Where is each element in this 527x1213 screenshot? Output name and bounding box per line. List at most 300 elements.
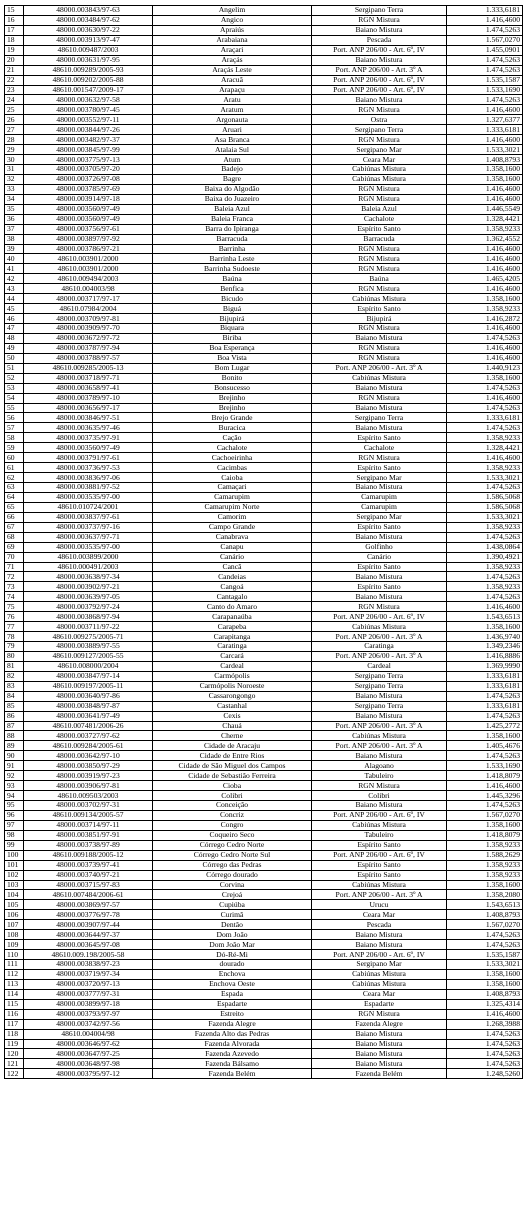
price-value-cell: 1.455,0901 [447, 45, 523, 55]
field-name-cell: Cidade de Entre Rios [153, 751, 312, 761]
table-row [5, 1019, 523, 1029]
table-row [5, 373, 523, 383]
process-number-cell: 48000.003658/97-41 [24, 383, 153, 393]
price-value-cell: 1.358,9233 [447, 562, 523, 572]
field-name-cell: Carapeba [153, 622, 312, 632]
row-number: 21 [5, 65, 24, 75]
crude-class-cell: Port. ANP 206/00 - Art. 6º, IV [312, 45, 447, 55]
crude-class-cell: Sergipano Mar [312, 473, 447, 483]
table-row [5, 840, 523, 850]
price-value-cell: 1.408,8793 [447, 910, 523, 920]
field-name-cell: Bom Lugar [153, 363, 312, 373]
row-number: 118 [5, 1029, 24, 1039]
crude-class-cell: Baiano Mistura [312, 592, 447, 602]
crude-class-cell: Port. ANP 206/00 - Art. 3º A [312, 651, 447, 661]
row-number: 116 [5, 1009, 24, 1019]
crude-class-cell: Baiano Mistura [312, 1029, 447, 1039]
price-value-cell: 1.474,5263 [447, 532, 523, 542]
process-number-cell: 48000.003793/97-97 [24, 1009, 153, 1019]
row-number: 93 [5, 781, 24, 791]
field-name-cell: Cassarongongo [153, 691, 312, 701]
crude-class-cell: Baiano Mistura [312, 532, 447, 542]
price-value-cell: 1.358,9233 [447, 433, 523, 443]
field-name-cell: Araçari [153, 45, 312, 55]
table-row [5, 691, 523, 701]
process-number-cell: 48000.003648/97-98 [24, 1059, 153, 1069]
process-number-cell: 48000.003786/97-21 [24, 244, 153, 254]
table-row [5, 264, 523, 274]
row-number: 37 [5, 224, 24, 234]
field-name-cell: Aracuã [153, 75, 312, 85]
price-value-cell: 1.408,8793 [447, 155, 523, 165]
table-row [5, 284, 523, 294]
row-number: 70 [5, 552, 24, 562]
field-name-cell: Barrinha Sudoeste [153, 264, 312, 274]
price-value-cell: 1.416,4600 [447, 135, 523, 145]
field-name-cell: Dom João [153, 930, 312, 940]
price-value-cell: 1.533,1690 [447, 85, 523, 95]
row-number: 31 [5, 165, 24, 175]
row-number: 26 [5, 115, 24, 125]
table-row [5, 651, 523, 661]
price-value-cell: 1.474,5263 [447, 333, 523, 343]
process-number-cell: 48000.003711/97-22 [24, 622, 153, 632]
process-number-cell: 48000.003702/97-31 [24, 801, 153, 811]
row-number: 73 [5, 582, 24, 592]
price-value-cell: 1.567,0270 [447, 35, 523, 45]
crude-class-cell: RGN Mistura [312, 393, 447, 403]
row-number: 34 [5, 194, 24, 204]
process-number-cell: 48000.003720/97-13 [24, 979, 153, 989]
process-number-cell: 48610.009197/2005-11 [24, 681, 153, 691]
row-number: 90 [5, 751, 24, 761]
process-number-cell: 48000.003714/97-11 [24, 820, 153, 830]
price-value-cell: 1.416,2872 [447, 314, 523, 324]
row-number: 48 [5, 333, 24, 343]
price-value-cell: 1.474,5263 [447, 572, 523, 582]
row-number: 72 [5, 572, 24, 582]
price-value-cell: 1.369,9990 [447, 661, 523, 671]
field-name-cell: Córrego Cedro Norte [153, 840, 312, 850]
field-name-cell: Canapu [153, 542, 312, 552]
table-row [5, 343, 523, 353]
row-number: 79 [5, 642, 24, 652]
table-row [5, 940, 523, 950]
field-name-cell: Curimã [153, 910, 312, 920]
crude-class-cell: Fazenda Belém [312, 1069, 447, 1079]
crude-class-cell: Baiano Mistura [312, 403, 447, 413]
crude-class-cell: Bijupirá [312, 314, 447, 324]
price-value-cell: 1.358,9233 [447, 304, 523, 314]
process-number-cell: 48000.003718/97-71 [24, 373, 153, 383]
crude-class-cell: Baiano Mistura [312, 55, 447, 65]
price-value-cell: 1.436,9740 [447, 632, 523, 642]
process-number-cell: 48000.003560/97-49 [24, 204, 153, 214]
table-row [5, 403, 523, 413]
process-number-cell: 48610.009285/2005-13 [24, 363, 153, 373]
field-name-cell: Boa Vista [153, 353, 312, 363]
table-row [5, 771, 523, 781]
table-row [5, 801, 523, 811]
field-name-cell: Caratinga [153, 642, 312, 652]
field-name-cell: Cidade de Sebastião Ferreira [153, 771, 312, 781]
process-number-cell: 48000.003789/97-10 [24, 393, 153, 403]
price-value-cell: 1.567,0270 [447, 920, 523, 930]
field-name-cell: Córrego das Pedras [153, 860, 312, 870]
price-value-cell: 1.405,4676 [447, 741, 523, 751]
process-number-cell: 48000.003843/97-63 [24, 6, 153, 16]
crude-class-cell: Port. ANP 206/00 - Art. 6º, IV [312, 850, 447, 860]
crude-class-cell: Sergipano Terra [312, 413, 447, 423]
crude-class-cell: Port. ANP 206/00 - Art. 3º A [312, 363, 447, 373]
field-name-cell: Cupiúba [153, 900, 312, 910]
row-number: 46 [5, 314, 24, 324]
process-number-cell: 48610.008000/2004 [24, 661, 153, 671]
table-row [5, 393, 523, 403]
crude-class-cell: RGN Mistura [312, 453, 447, 463]
row-number: 66 [5, 512, 24, 522]
price-value-cell: 1.268,3988 [447, 1019, 523, 1029]
crude-class-cell: Sergipano Mar [312, 960, 447, 970]
table-row [5, 950, 523, 960]
process-number-cell: 48000.003777/97-31 [24, 989, 153, 999]
field-name-cell: Atalaia Sul [153, 145, 312, 155]
field-name-cell: Corvina [153, 880, 312, 890]
field-name-cell: Estreito [153, 1009, 312, 1019]
process-number-cell: 48000.003838/97-23 [24, 960, 153, 970]
table-row [5, 552, 523, 562]
crude-class-cell: Espírito Santo [312, 840, 447, 850]
table-row [5, 383, 523, 393]
price-value-cell: 1.416,4600 [447, 105, 523, 115]
row-number: 41 [5, 264, 24, 274]
crude-class-cell: RGN Mistura [312, 254, 447, 264]
row-number: 91 [5, 761, 24, 771]
process-number-cell: 48610.009503/2003 [24, 791, 153, 801]
process-number-cell: 48000.003899/97-18 [24, 999, 153, 1009]
price-value-cell: 1.358,1600 [447, 373, 523, 383]
crude-class-cell: Baiano Mistura [312, 572, 447, 582]
process-number-cell: 48610.009.198/2005-58 [24, 950, 153, 960]
crude-class-cell: Baiano Mistura [312, 25, 447, 35]
field-name-cell: Angelim [153, 6, 312, 16]
table-row [5, 512, 523, 522]
field-name-cell: Cacimbas [153, 463, 312, 473]
table-row [5, 572, 523, 582]
field-name-cell: Aratum [153, 105, 312, 115]
table-row [5, 602, 523, 612]
crude-class-cell: Baiano Mistura [312, 1059, 447, 1069]
table-row [5, 184, 523, 194]
crude-class-cell: Cabiúnas Mistura [312, 373, 447, 383]
process-number-cell: 48000.003727/97-62 [24, 731, 153, 741]
row-number: 99 [5, 840, 24, 850]
price-value-cell: 1.425,2772 [447, 721, 523, 731]
table-row [5, 274, 523, 284]
price-value-cell: 1.474,5263 [447, 55, 523, 65]
crude-class-cell: Sergipano Terra [312, 6, 447, 16]
table-row [5, 333, 523, 343]
process-number-cell: 48000.003719/97-34 [24, 969, 153, 979]
crude-class-cell: Alagoano [312, 761, 447, 771]
crude-class-cell: RGN Mistura [312, 264, 447, 274]
field-name-cell: Cioba [153, 781, 312, 791]
table-row [5, 65, 523, 75]
process-number-cell: 48000.003635/97-46 [24, 423, 153, 433]
price-value-cell: 1.474,5263 [447, 383, 523, 393]
crude-class-cell: Cardeal [312, 661, 447, 671]
process-number-cell: 48610.009487/2003 [24, 45, 153, 55]
field-name-cell: Bijupirá [153, 314, 312, 324]
field-name-cell: Canabrava [153, 532, 312, 542]
table-row [5, 741, 523, 751]
row-number: 56 [5, 413, 24, 423]
crude-class-cell: Baiano Mistura [312, 95, 447, 105]
field-name-cell: Bonito [153, 373, 312, 383]
row-number: 119 [5, 1039, 24, 1049]
crude-class-cell: Pescada [312, 35, 447, 45]
row-number: 122 [5, 1069, 24, 1079]
price-value-cell: 1.438,0864 [447, 542, 523, 552]
table-row [5, 314, 523, 324]
table-row [5, 890, 523, 900]
process-number-cell: 48610.009202/2005-88 [24, 75, 153, 85]
table-row [5, 781, 523, 791]
price-value-cell: 1.474,5263 [447, 95, 523, 105]
row-number: 76 [5, 612, 24, 622]
table-row [5, 711, 523, 721]
row-number: 80 [5, 651, 24, 661]
field-name-cell: Baixa do Juazeiro [153, 194, 312, 204]
price-value-cell: 1.586,5068 [447, 492, 523, 502]
process-number-cell: 48000.003560/97-49 [24, 443, 153, 453]
oil-field-price-table [4, 5, 523, 1079]
crude-class-cell: Sergipano Terra [312, 125, 447, 135]
table-row [5, 214, 523, 224]
crude-class-cell: RGN Mistura [312, 284, 447, 294]
crude-class-cell: RGN Mistura [312, 324, 447, 334]
crude-class-cell: Port. ANP 206/00 - Art. 6º, IV [312, 810, 447, 820]
field-name-cell: Bicudo [153, 294, 312, 304]
crude-class-cell: Baiano Mistura [312, 1039, 447, 1049]
price-value-cell: 1.390,4921 [447, 552, 523, 562]
row-number: 113 [5, 979, 24, 989]
field-name-cell: Araçás [153, 55, 312, 65]
row-number: 98 [5, 830, 24, 840]
crude-class-cell: Cabiúnas Mistura [312, 880, 447, 890]
crude-class-cell: Sergipano Terra [312, 681, 447, 691]
row-number: 115 [5, 999, 24, 1009]
row-number: 65 [5, 502, 24, 512]
process-number-cell: 48000.003552/97-11 [24, 115, 153, 125]
row-number: 114 [5, 989, 24, 999]
price-value-cell: 1.333,6181 [447, 6, 523, 16]
process-number-cell: 48000.003845/97-99 [24, 145, 153, 155]
row-number: 87 [5, 721, 24, 731]
field-name-cell: Cancã [153, 562, 312, 572]
process-number-cell: 48000.003739/97-41 [24, 860, 153, 870]
process-number-cell: 48610.007484/2006-61 [24, 890, 153, 900]
price-value-cell: 1.416,4600 [447, 184, 523, 194]
row-number: 84 [5, 691, 24, 701]
price-value-cell: 1.474,5263 [447, 801, 523, 811]
process-number-cell: 48000.003909/97-70 [24, 324, 153, 334]
price-value-cell: 1.445,3296 [447, 791, 523, 801]
price-value-cell: 1.474,5263 [447, 423, 523, 433]
price-value-cell: 1.474,5263 [447, 1059, 523, 1069]
crude-class-cell: Cabiúnas Mistura [312, 969, 447, 979]
row-number: 68 [5, 532, 24, 542]
price-value-cell: 1.474,5263 [447, 1029, 523, 1039]
price-value-cell: 1.333,6181 [447, 125, 523, 135]
price-value-cell: 1.358,2080 [447, 890, 523, 900]
crude-class-cell: Baiano Mistura [312, 711, 447, 721]
process-number-cell: 48000.003850/97-29 [24, 761, 153, 771]
table-row [5, 820, 523, 830]
field-name-cell: Carapitanga [153, 632, 312, 642]
crude-class-cell: Sergipano Mar [312, 145, 447, 155]
field-name-cell: Cachoeirinha [153, 453, 312, 463]
field-name-cell: Fazenda Belém [153, 1069, 312, 1079]
field-name-cell: Cantagalo [153, 592, 312, 602]
process-number-cell: 48000.003848/97-87 [24, 701, 153, 711]
table-row [5, 920, 523, 930]
price-value-cell: 1.416,4600 [447, 343, 523, 353]
field-name-cell: Cangoá [153, 582, 312, 592]
process-number-cell: 48000.003709/97-81 [24, 314, 153, 324]
price-value-cell: 1.533,3021 [447, 145, 523, 155]
process-number-cell: 48000.003792/97-24 [24, 602, 153, 612]
price-value-cell: 1.416,8886 [447, 651, 523, 661]
field-name-cell: Carmópolis [153, 671, 312, 681]
process-number-cell: 48000.003914/97-18 [24, 194, 153, 204]
process-number-cell: 48000.003672/97-72 [24, 333, 153, 343]
row-number: 103 [5, 880, 24, 890]
row-number: 58 [5, 433, 24, 443]
row-number: 77 [5, 622, 24, 632]
field-name-cell: Barrinha Leste [153, 254, 312, 264]
crude-class-cell: Urucu [312, 900, 447, 910]
process-number-cell: 48000.003902/97-21 [24, 582, 153, 592]
table-row [5, 433, 523, 443]
crude-class-cell: Espírito Santo [312, 522, 447, 532]
field-name-cell: Barracuda [153, 234, 312, 244]
table-row [5, 1049, 523, 1059]
row-number: 60 [5, 453, 24, 463]
field-name-cell: Campo Grande [153, 522, 312, 532]
table-row [5, 989, 523, 999]
crude-class-cell: Baiano Mistura [312, 930, 447, 940]
crude-class-cell: Ceara Mar [312, 155, 447, 165]
crude-class-cell: Cabiúnas Mistura [312, 165, 447, 175]
row-number: 64 [5, 492, 24, 502]
crude-class-cell: Port. ANP 206/00 - Art. 3º A [312, 65, 447, 75]
table-row [5, 681, 523, 691]
process-number-cell: 48000.003736/97-53 [24, 463, 153, 473]
process-number-cell: 48610.009275/2005-71 [24, 632, 153, 642]
price-value-cell: 1.474,5263 [447, 483, 523, 493]
row-number: 55 [5, 403, 24, 413]
field-name-cell: Carmópolis Noroeste [153, 681, 312, 691]
process-number-cell: 48610.009284/2005-61 [24, 741, 153, 751]
crude-class-cell: Cabiúnas Mistura [312, 294, 447, 304]
table-row [5, 930, 523, 940]
price-value-cell: 1.474,5263 [447, 930, 523, 940]
table-row [5, 661, 523, 671]
field-name-cell: Carcará [153, 651, 312, 661]
field-name-cell: Caioba [153, 473, 312, 483]
row-number: 96 [5, 810, 24, 820]
price-value-cell: 1.333,6181 [447, 413, 523, 423]
row-number: 30 [5, 155, 24, 165]
process-number-cell: 48000.003645/97-08 [24, 940, 153, 950]
field-name-cell: Enchova Oeste [153, 979, 312, 989]
crude-class-cell: Port. ANP 206/00 - Art. 6º, IV [312, 950, 447, 960]
row-number: 43 [5, 284, 24, 294]
crude-class-cell: Cabiúnas Mistura [312, 731, 447, 741]
price-value-cell: 1.416,4600 [447, 264, 523, 274]
process-number-cell: 48000.003642/97-10 [24, 751, 153, 761]
crude-class-cell: Colibri [312, 791, 447, 801]
table-row [5, 115, 523, 125]
row-number: 104 [5, 890, 24, 900]
crude-class-cell: Espírito Santo [312, 582, 447, 592]
table-row [5, 1029, 523, 1039]
price-value-cell: 1.325,4314 [447, 999, 523, 1009]
process-number-cell: 48000.003484/97-62 [24, 15, 153, 25]
table-row [5, 463, 523, 473]
field-name-cell: Benfica [153, 284, 312, 294]
process-number-cell: 48610.009188/2005-12 [24, 850, 153, 860]
process-number-cell: 48610.009289/2005-93 [24, 65, 153, 75]
field-name-cell: Camarupim Norte [153, 502, 312, 512]
row-number: 78 [5, 632, 24, 642]
field-name-cell: Badejo [153, 165, 312, 175]
table-row [5, 671, 523, 681]
table-row [5, 165, 523, 175]
process-number-cell: 48000.003726/97-08 [24, 174, 153, 184]
table-row [5, 224, 523, 234]
row-number: 89 [5, 741, 24, 751]
price-value-cell: 1.474,5263 [447, 65, 523, 75]
crude-class-cell: Port. ANP 206/00 - Art. 3º A [312, 890, 447, 900]
field-name-cell: Coqueiro Seco [153, 830, 312, 840]
price-value-cell: 1.358,9233 [447, 582, 523, 592]
crude-class-cell: Espírito Santo [312, 463, 447, 473]
row-number: 88 [5, 731, 24, 741]
process-number-cell: 48000.003737/97-16 [24, 522, 153, 532]
field-name-cell: Brejinho [153, 393, 312, 403]
crude-class-cell: RGN Mistura [312, 244, 447, 254]
field-name-cell: Cherne [153, 731, 312, 741]
field-name-cell: Argonauta [153, 115, 312, 125]
field-name-cell: Cação [153, 433, 312, 443]
row-number: 121 [5, 1059, 24, 1069]
price-value-cell: 1.533,3021 [447, 473, 523, 483]
price-value-cell: 1.474,5263 [447, 1049, 523, 1059]
process-number-cell: 48000.003482/97-37 [24, 135, 153, 145]
table-row [5, 880, 523, 890]
price-value-cell: 1.358,1600 [447, 880, 523, 890]
table-row [5, 622, 523, 632]
row-number: 47 [5, 324, 24, 334]
price-value-cell: 1.465,4205 [447, 274, 523, 284]
field-name-cell: Biriba [153, 333, 312, 343]
row-number: 51 [5, 363, 24, 373]
process-number-cell: 48610.009127/2005-55 [24, 651, 153, 661]
process-number-cell: 48000.003735/97-91 [24, 433, 153, 443]
table-row [5, 413, 523, 423]
